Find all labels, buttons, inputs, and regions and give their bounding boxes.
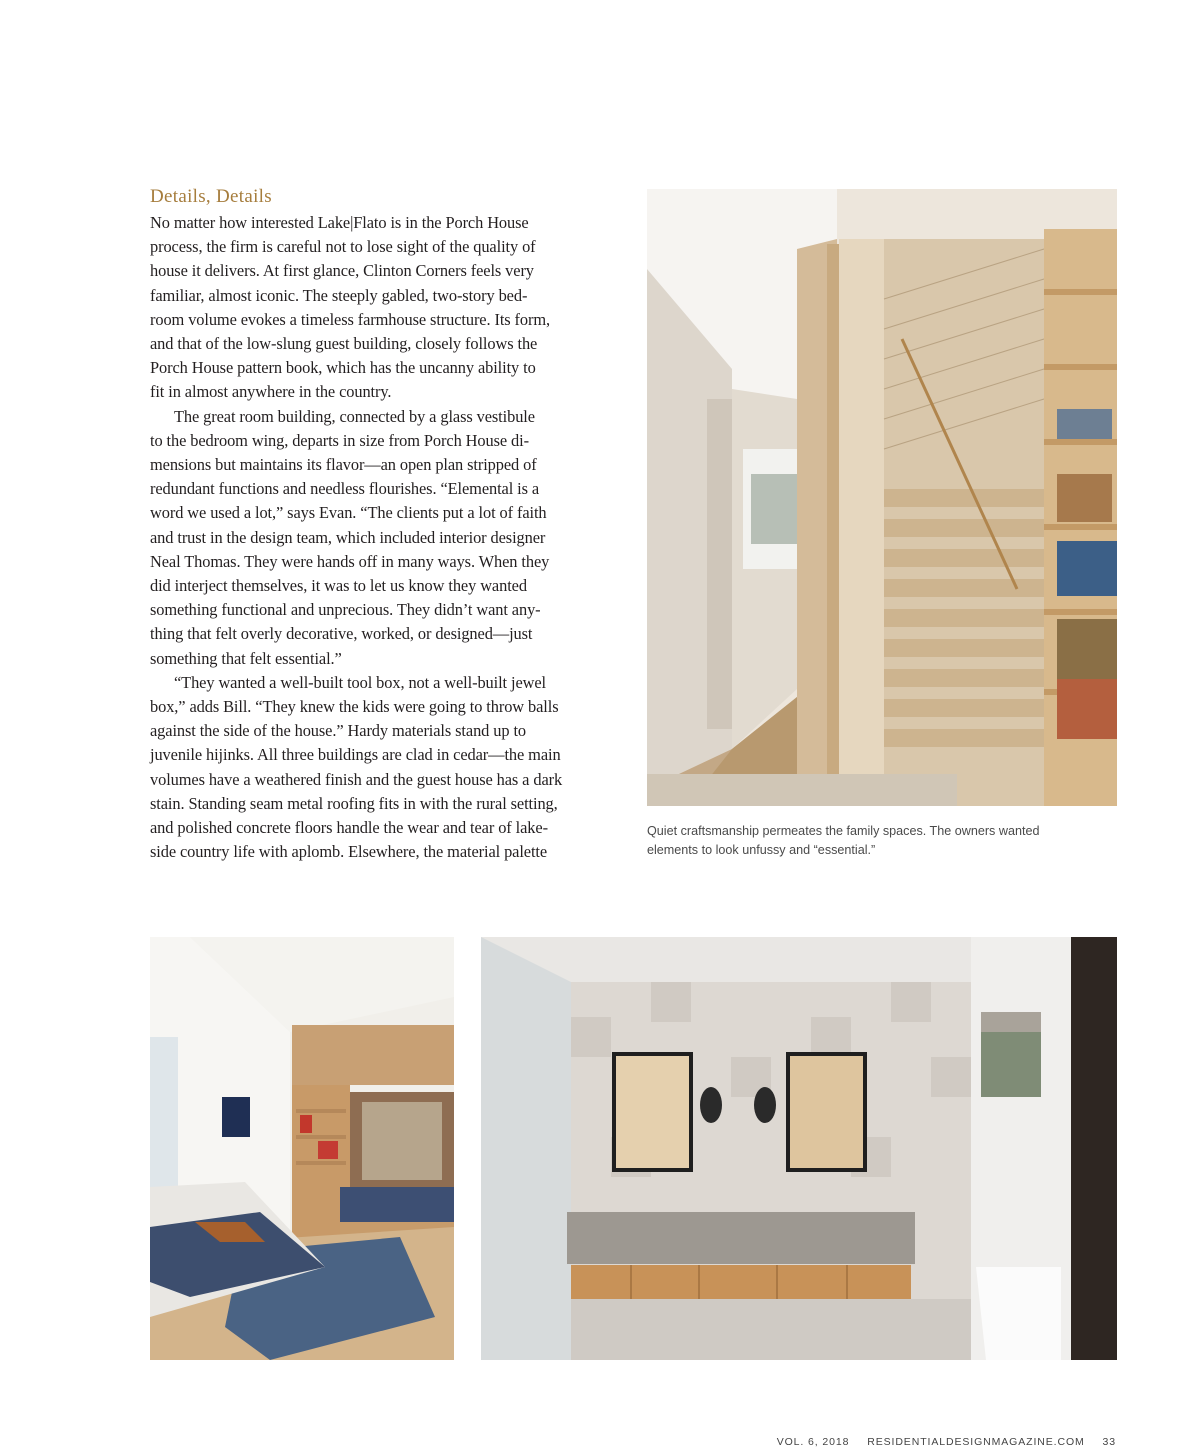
article-line: fit in almost anywhere in the country. [150,382,392,402]
article-line: something that felt essential.” [150,648,342,668]
article-line: mensions but maintains its flavor—an open plan stripped of [150,455,537,475]
section-heading: Details, Details [150,186,272,207]
article-line: volumes have a weathered finish and the guest house has a dark [150,769,563,789]
article-line: process, the firm is careful not to lose sight of the quality of [150,237,536,257]
footer-website: RESIDENTIALDESIGNMAGAZINE.COM [867,1436,1085,1448]
article-line: juvenile hijinks. All three buildings are clad in cedar—the main [150,745,561,765]
article-line: No matter how interested Lake|Flato is in the Porch House [150,213,529,232]
caption-line: Quiet craftsmanship permeates the family spaces. The owners wanted [647,824,1040,838]
article-body [150,211,620,864]
article-line: Porch House pattern book, which has the uncanny ability to [150,358,536,378]
article-line: redundant functions and needless flourishes. “Elemental is a [150,479,540,499]
article-line: and that of the low-slung guest building, closely follows the [150,334,538,354]
article-line: and trust in the design team, which included interior designer [150,527,546,547]
article-line: and polished concrete floors handle the wear and tear of lake- [150,818,548,838]
article-line: familiar, almost iconic. The steeply gabled, two-story bed- [150,285,528,305]
article-line: to the bedroom wing, departs in size from Porch House di- [150,430,529,450]
page-number: 33 [1102,1436,1116,1448]
article-line: against the side of the house.” Hardy materials stand up to [150,721,526,741]
article-line: word we used a lot,” says Evan. “The clients put a lot of faith [150,503,547,523]
stairway-hallway-photo [647,189,1117,806]
footer-volume: VOL. 6, 2018 [776,1436,850,1448]
article-line: house it delivers. At first glance, Clinton Corners feels very [150,261,534,281]
photo-caption [647,822,1117,860]
bedroom-photo [150,937,454,1360]
article-line: side country life with aplomb. Elsewhere, the material palette [150,842,548,862]
page-footer [777,1436,1116,1448]
article-line: Neal Thomas. They were hands off in many ways. When they [150,551,550,571]
article-line: stain. Standing seam metal roofing fits in with the rural setting, [150,793,558,813]
article-line: The great room building, connected by a glass vestibule [174,406,535,426]
article-line: room volume evokes a timeless farmhouse structure. Its form, [150,309,551,329]
article-line: something functional and unprecious. They didn’t want any- [150,600,541,620]
article-line: thing that felt overly decorative, worked, or designed—just [150,624,533,644]
article-line: “They wanted a well-built tool box, not a well-built jewel [174,672,546,692]
bathroom-vanity-photo [481,937,1117,1360]
article-line: box,” adds Bill. “They knew the kids were going to throw balls [150,697,559,717]
article-line: did interject themselves, it was to let us know they wanted [150,576,527,596]
caption-line: elements to look unfussy and “essential.” [647,843,876,857]
